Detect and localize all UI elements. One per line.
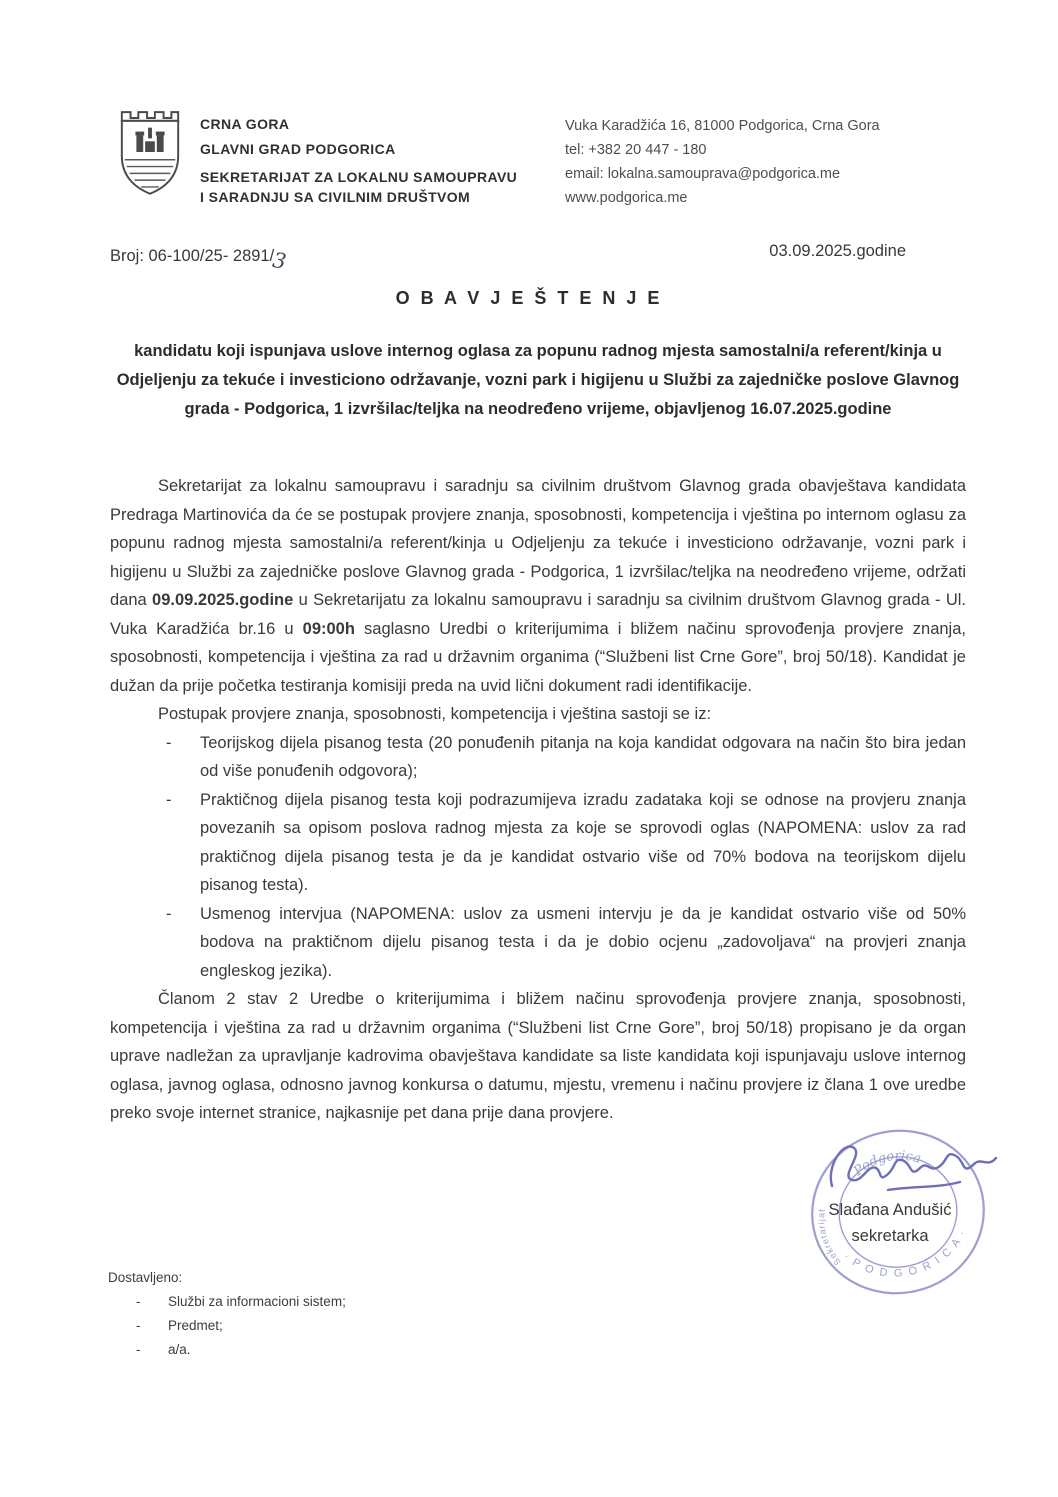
bullet-dash: -: [166, 904, 172, 923]
exam-date: 09.09.2025.godine: [152, 591, 294, 609]
bullet-dash: -: [136, 1342, 141, 1357]
signatory-title: sekretarka: [851, 1227, 929, 1245]
document-body: [110, 472, 966, 1128]
contact-email: email: lokalna.samouprava@podgorica.me: [565, 166, 841, 182]
stamp-text-top: Podgorica: [851, 1148, 923, 1180]
document-number-printed: Broj: 06-100/25- 2891/: [110, 247, 275, 265]
list-item-oral-interview: - Usmenog intervjua (NAPOMENA: uslov za usmeni intervju je da je kandidat ostvario više od 50% bodova na praktičnom dijelu pisanog testa i da je dobio ocjenu „zadovoljava“ na provjeri znanja engleskog jezika).: [110, 900, 966, 986]
exam-time: 09:00h: [302, 619, 355, 638]
org-city: GLAVNI GRAD PODGORICA: [200, 141, 396, 157]
stamp-text-bottom: · P O D G O R I C A ·: [841, 1227, 970, 1280]
distribution-label: Dostavljeno:: [108, 1270, 183, 1285]
paragraph-notice: [110, 472, 966, 700]
bullet-dash: -: [136, 1318, 141, 1333]
distribution-item-archive: - a/a.: [108, 1338, 346, 1362]
org-secretariat-line1: SEKRETARIJAT ZA LOKALNU SAMOUPRAVU: [200, 169, 518, 185]
document-number-handwritten: 3: [271, 247, 289, 274]
letterhead-organisation: [200, 116, 517, 207]
letterhead-contact: [565, 114, 880, 210]
document-date: 03.09.2025.godine: [769, 242, 906, 260]
list-item-theory-test: - Teorijskog dijela pisanog testa (20 ponuđenih pitanja na koja kandidat odgovara na način što bira jedan od više ponuđenih odgovora);: [110, 729, 966, 786]
paragraph-notice-seg1: Sekretarijat za lokalnu samoupravu i saradnju sa civilnim društvom Glavnog grada obavještava kandidata Predraga Martinovića da će se postupak provjere znanja, sposobnosti, kompetencija i vještina po internom oglasu za popunu radnog mjesta samostalni/a referent/kinja u Odjeljenju za tekuće i investiciono održavanje, vozni park i higijenu u Službi za zajedničke poslove Glavnog grada - Podgorica, 1 izvršilac/teljka na neodređeno vrijeme, održati dana: [110, 477, 966, 609]
bullet-dash: -: [136, 1294, 141, 1309]
document-number: [110, 242, 289, 274]
list-item-practical-test: - Praktičnog dijela pisanog testa koji podrazumijeva izradu zadataka koji se odnose na provjeru znanja povezanih sa opisom poslova radnog mjesta za koje se sprovodi oglas (NAPOMENA: uslov za rad praktičnog dijela pisanog testa je da je kandidat ostvario više od 70% bodova na teorijskom dijelu pisanog testa).: [110, 786, 966, 900]
page-title: O B A V J E Š T E N J E: [395, 288, 663, 308]
paragraph-notice-seg3: u Sekretarijatu za lokalnu samoupravu i saradnju sa civilnim društvom Glavnog grada - Ul. Vuka Karadžića br.16 u: [110, 591, 966, 638]
stamp-text-left: Sekretarijat: [816, 1207, 843, 1268]
bullet-dash: -: [166, 733, 172, 752]
signatory-block: [760, 1197, 1020, 1249]
contact-address: Vuka Karadžića 16, 81000 Podgorica, Crna Gora: [565, 118, 880, 134]
bullet-dash: -: [166, 790, 172, 809]
contact-website: www.podgorica.me: [565, 190, 688, 206]
distribution-item-information-system: - Službi za informacioni sistem;: [108, 1290, 346, 1314]
reference-row: [110, 242, 966, 274]
signatory-name: Slađana Andušić: [828, 1201, 952, 1219]
org-country: CRNA GORA: [200, 116, 290, 132]
paragraph-procedure-intro: Postupak provjere znanja, sposobnosti, kompetencija i vještina sastoji se iz:: [158, 705, 712, 723]
podgorica-coat-of-arms-icon: [116, 104, 184, 198]
document-subtitle: kandidatu koji ispunjava uslove internog oglasa za popunu radnog mjesta samostalni/a referent/kinja u Odjeljenju za tekuće i investiciono održavanje, vozni park i higijenu u Službi za zajedničke poslove Glavnog grada - Podgorica, 1 izvršilac/teljka na neodređeno vrijeme, objavljenog 16.07.2025.godine: [116, 342, 960, 418]
org-secretariat-line2: I SARADNJU SA CIVILNIM DRUŠTVOM: [200, 189, 471, 205]
paragraph-regulation: Članom 2 stav 2 Uredbe o kriterijumima i bližem načinu sprovođenja provjere znanja, sposobnosti, kompetencija i vještina za rad u državnim organima (“Službeni list Crne Gore”, broj 50/18) propisano je da organ uprave nadležan za upravljanje kadrovima obavještava kandidate sa liste kandidata koji ispunjavaju uslove internog oglasa, javnog oglasa, odnosno javnog konkursa o datumu, mjestu, vremenu i načinu provjere iz člana 1 ove uredbe preko svoje internet stranice, najkasnije pet dana prije dana provjere.: [110, 990, 966, 1122]
paragraph-notice-seg5: saglasno Uredbi o kriterijumima i bližem načinu sprovođenja provjere znanja, sposobnosti, kompetencija i vještina za rad u državnim organima (“Službeni list Crne Gore”, broj 50/18). Kandidat je dužan da prije početka testiranja komisiji preda na uvid lični dokument radi identifikacije.: [110, 619, 966, 695]
distribution-item-case-file: - Predmet;: [108, 1314, 346, 1338]
contact-phone: tel: +382 20 447 - 180: [565, 142, 707, 158]
distribution-list: [108, 1266, 346, 1362]
